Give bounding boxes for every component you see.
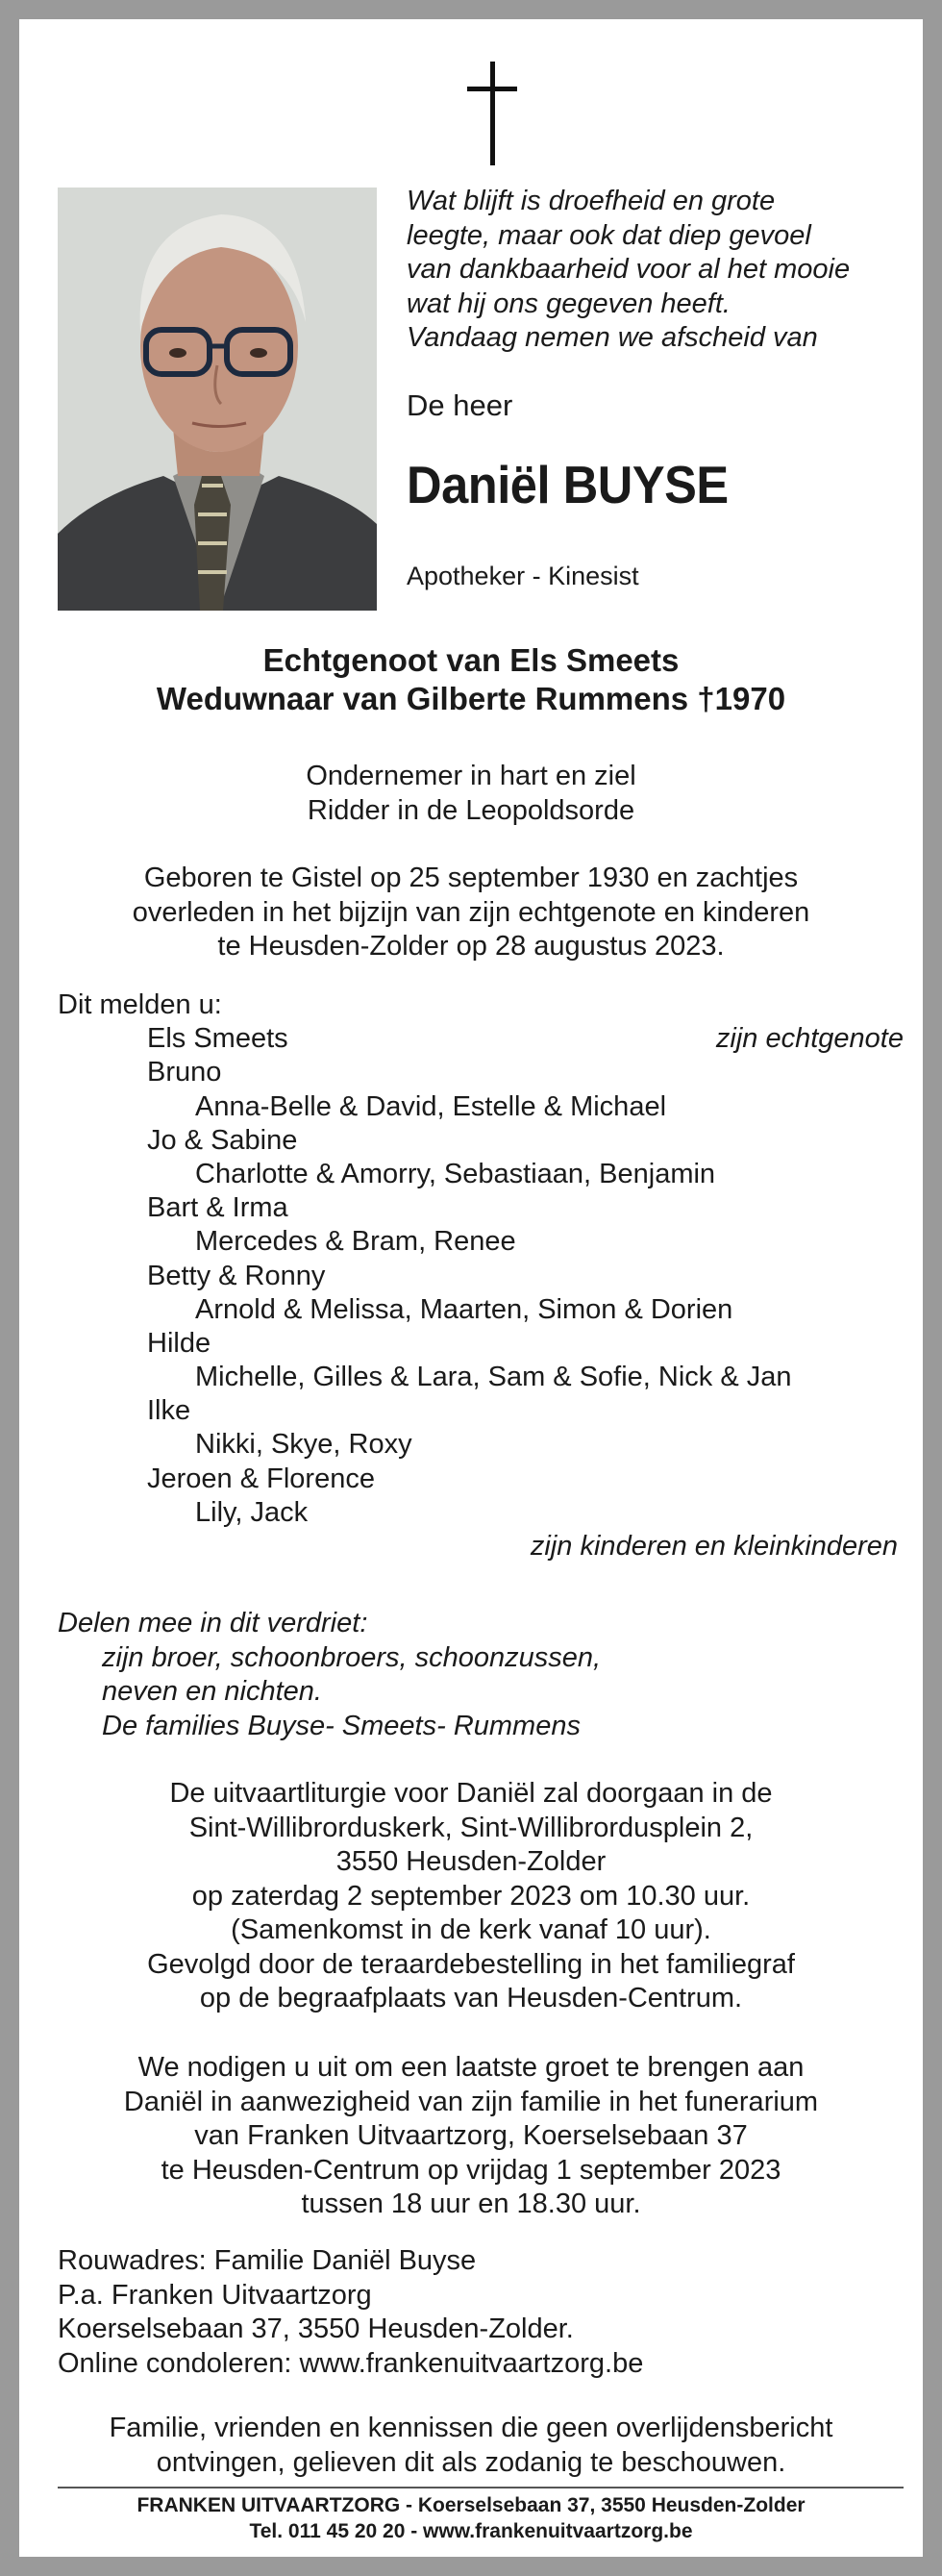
- profession: Apotheker - Kinesist: [407, 562, 639, 590]
- cross-icon: [467, 62, 517, 165]
- wife-relation: zijn echtgenote: [715, 1023, 904, 1055]
- birth-death-text: [19, 862, 923, 964]
- child-name: Jo & Sabine: [147, 1124, 298, 1156]
- child-name: Ilke: [147, 1395, 191, 1427]
- visitation-line: Daniël in aanwezigheid van zijn familie in het funerarium: [123, 2086, 819, 2117]
- child-name: Betty & Ronny: [147, 1260, 326, 1291]
- address-line: Rouwadres: Familie Daniël Buyse: [58, 2245, 477, 2276]
- honor-line: Ridder in de Leopoldsorde: [307, 794, 635, 826]
- intro-line: Wat blijft is droefheid en grote: [407, 186, 776, 216]
- child-name: Hilde: [147, 1327, 211, 1359]
- funeral-line: 3550 Heusden-Zolder: [335, 1846, 607, 1877]
- condolence-link[interactable]: Online condoleren: www.frankenuitvaartzorg.be: [58, 2347, 644, 2379]
- address-line: P.a. Franken Uitvaartzorg: [58, 2279, 372, 2311]
- intro-line: leegte, maar ook dat diep gevoel: [407, 219, 811, 251]
- funeral-line: op de begraafplaats van Heusden-Centrum.: [199, 1983, 743, 2013]
- funeral-line: Gevolgd door de teraardebestelling in het familiegraf: [147, 1948, 795, 1980]
- grandchildren: Charlotte & Amorry, Sebastiaan, Benjamin: [195, 1158, 716, 1189]
- grandchildren: Anna-Belle & David, Estelle & Michael: [195, 1090, 667, 1122]
- sharing-grief: [58, 1607, 904, 1743]
- address-line: Koerselsebaan 37, 3550 Heusden-Zolder.: [58, 2313, 574, 2344]
- grandchildren: Arnold & Melissa, Maarten, Simon & Dorien: [195, 1293, 733, 1325]
- visitation-line: te Heusden-Centrum op vrijdag 1 september 2023: [161, 2154, 781, 2186]
- family-heading: Dit melden u:: [58, 989, 222, 1020]
- funeral-details: [19, 1777, 923, 2016]
- family-list: [58, 988, 904, 1563]
- grandchildren: Lily, Jack: [195, 1496, 309, 1528]
- spouse-line: Echtgenoot van Els Smeets: [262, 642, 680, 678]
- grandchildren: Mercedes & Bram, Renee: [195, 1226, 516, 1258]
- child-name: Bruno: [147, 1057, 222, 1088]
- footer-funeral-home: FRANKEN UITVAARTZORG - Koerselsebaan 37, 3550 Heusden-Zolder: [136, 2494, 806, 2516]
- birth-line: te Heusden-Zolder op 28 augustus 2023.: [217, 931, 725, 962]
- visitation-line: We nodigen u uit om een laatste groet te brengen aan: [137, 2052, 805, 2083]
- visitation-line: van Franken Uitvaartzorg, Koerselsebaan 37: [194, 2120, 748, 2151]
- grandchildren: Michelle, Gilles & Lara, Sam & Sofie, Nick & Jan: [195, 1362, 792, 1393]
- family-wife-row: [58, 1022, 904, 1056]
- obituary-card: [19, 19, 923, 2557]
- share-line: De families Buyse- Smeets- Rummens: [102, 1710, 581, 1741]
- honors: [19, 760, 923, 828]
- closing-line: ontvingen, gelieven dit als zodanig te beschouwen.: [156, 2446, 786, 2478]
- children-relation: zijn kinderen en kleinkinderen: [530, 1531, 898, 1562]
- closing-note: [19, 2412, 923, 2480]
- intro-text: [407, 185, 906, 356]
- honorific: De heer: [407, 388, 513, 422]
- share-heading: Delen mee in dit verdriet:: [58, 1608, 368, 1638]
- share-line: neven en nichten.: [102, 1676, 322, 1707]
- footer-contact[interactable]: Tel. 011 45 20 20 - www.frankenuitvaartzorg.be: [249, 2520, 693, 2542]
- intro-line: wat hij ons gegeven heeft.: [407, 288, 731, 319]
- share-line: zijn broer, schoonbroers, schoonzussen,: [102, 1641, 602, 1673]
- wife-name: Els Smeets: [147, 1023, 288, 1055]
- funeral-line: op zaterdag 2 september 2023 om 10.30 uur.: [191, 1880, 751, 1912]
- child-name: Jeroen & Florence: [147, 1463, 375, 1494]
- funeral-line: (Samenkomst in de kerk vanaf 10 uur).: [231, 1914, 711, 1945]
- grandchildren: Nikki, Skye, Roxy: [195, 1429, 412, 1461]
- funeral-line: Sint-Willibrorduskerk, Sint-Willibrordusplein 2,: [188, 1812, 754, 1843]
- visitation-details: [19, 2051, 923, 2222]
- closing-line: Familie, vrienden en kennissen die geen overlijdensbericht: [109, 2413, 833, 2443]
- deceased-name: Daniël BUYSE: [407, 455, 729, 514]
- widower-line: Weduwnaar van Gilberte Rummens †1970: [156, 681, 786, 716]
- birth-line: Geboren te Gistel op 25 september 1930 en zachtjes: [143, 863, 799, 893]
- funeral-line: De uitvaartliturgie voor Daniël zal doorgaan in de: [169, 1778, 773, 1809]
- child-name: Bart & Irma: [147, 1192, 288, 1224]
- honor-line: Ondernemer in hart en ziel: [306, 761, 636, 791]
- portrait-photo: [58, 188, 377, 611]
- intro-line: van dankbaarheid voor al het mooie: [407, 254, 851, 285]
- visitation-line: tussen 18 uur en 18.30 uur.: [301, 2188, 641, 2219]
- birth-line: overleden in het bijzijn van zijn echtgenote en kinderen: [132, 896, 810, 928]
- mourning-address: [58, 2244, 643, 2381]
- footer-divider: [58, 2487, 904, 2488]
- intro-line: Vandaag nemen we afscheid van: [407, 322, 818, 353]
